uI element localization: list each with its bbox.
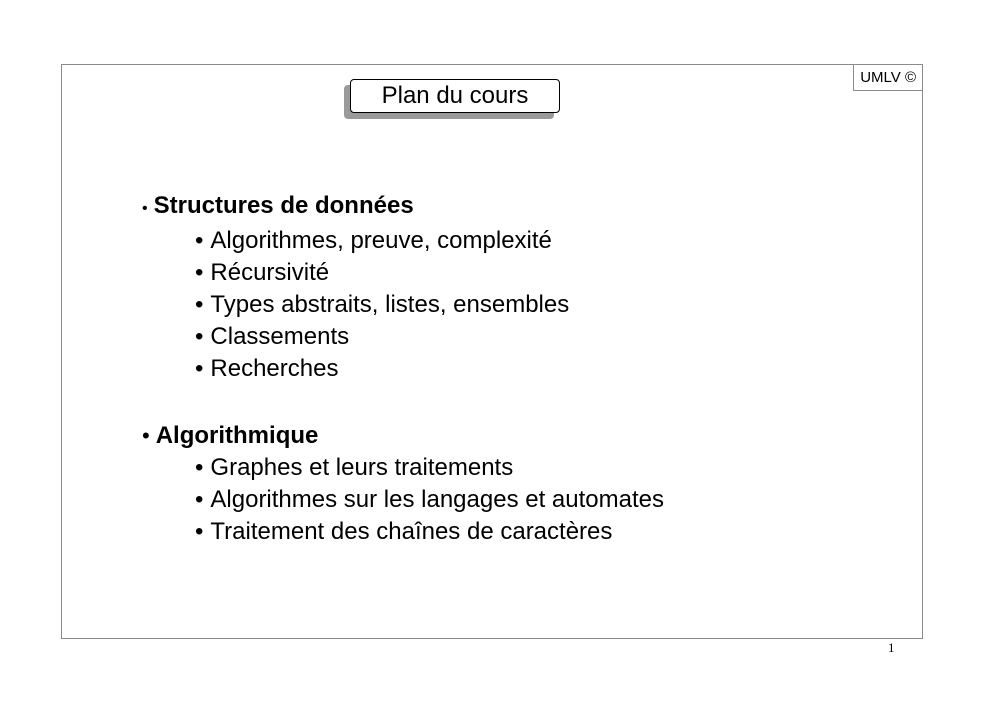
bullet-icon: • (142, 200, 148, 217)
list-item: • Graphes et leurs traitements (195, 452, 664, 484)
list-item: • Recherches (195, 353, 569, 385)
title-box-wrapper (350, 79, 560, 113)
section-heading-label: Algorithmique (155, 422, 319, 449)
section-structures-de-donnees (142, 190, 569, 385)
list-item: • Traitement des chaînes de caractères (195, 516, 664, 548)
list-item: • Classements (195, 321, 569, 353)
umlv-copyright-tag: UMLV © (853, 64, 923, 91)
section-items-list (142, 225, 569, 385)
list-item: • Types abstraits, listes, ensembles (195, 289, 569, 321)
section-items-list (142, 452, 664, 548)
section-heading-label: Structures de données (153, 192, 414, 219)
page-number: 1 (888, 640, 895, 655)
list-item: • Algorithmes sur les langages et automates (195, 484, 664, 516)
list-item: • Algorithmes, preuve, complexité (195, 225, 569, 257)
list-item: • Récursivité (195, 257, 569, 289)
section-heading (142, 420, 664, 452)
slide-frame (61, 64, 923, 639)
section-heading (142, 190, 569, 225)
section-algorithmique (142, 420, 664, 548)
slide-title: Plan du cours (350, 79, 560, 113)
bullet-icon: • (142, 423, 150, 448)
